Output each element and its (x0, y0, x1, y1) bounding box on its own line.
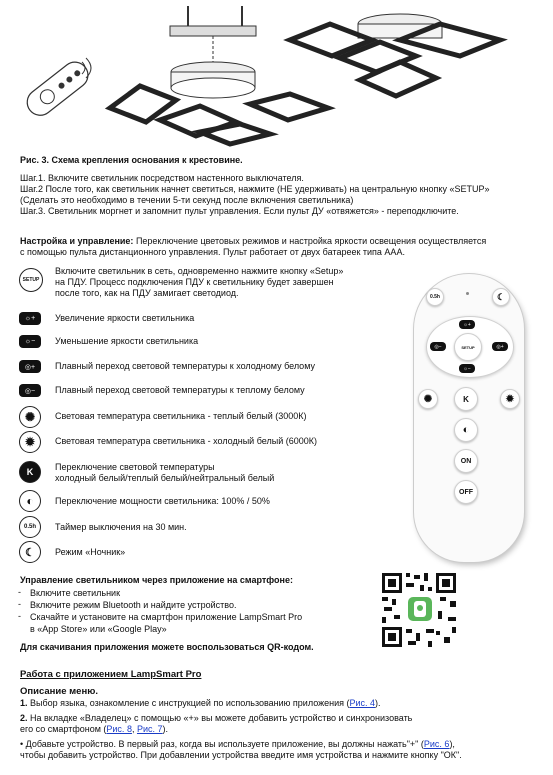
remote-brightness-up: ☼+ (459, 320, 475, 329)
menu-item-2b (20, 724, 168, 735)
remote-brightness-down: ☼− (459, 364, 475, 373)
menu-item-1-end: ). (375, 698, 381, 708)
night-mode-icon: ☾ (19, 541, 41, 563)
remote-night-button: ☾ (492, 288, 510, 306)
remote-cold-button: ◎+ (492, 342, 508, 351)
setup-instr-2: на ПДУ. Процесс подключения ПДУ к светильнику будет завершен (55, 277, 334, 287)
qr-instruction: Для скачивания приложения можете воспользоваться QR-кодом. (20, 642, 314, 652)
control-intro-text: Переключение цветовых режимов и настройка яркости освещения осуществляется (133, 236, 487, 246)
cold-6000k-label: Световая температура светильника - холодный белый (6000К) (55, 436, 317, 446)
menu-item-4: чтобы добавить устройство. При добавлении устройства введите имя устройства и нажмите кнопку "ОК". (20, 750, 462, 760)
k-mode-icon: K (19, 461, 41, 483)
control-intro (20, 236, 486, 247)
step-2: Шаг.2 После того, как светильник начнет светиться, нажмите (НЕ удерживать) на центральную кнопку «SETUP» (20, 184, 490, 194)
app-bullet-4: в «App Store» или «Google Play» (30, 624, 167, 634)
menu-item-1-number: 1. (20, 698, 28, 708)
brightness-up-label: Увеличение яркости светильника (55, 313, 195, 323)
remote-off-button: OFF (454, 480, 478, 504)
remote-control (414, 274, 524, 562)
step-2-note: (Сделать это необходимо в течении 5-ти секунд после включения светильника) (20, 195, 354, 205)
remote-warm-sun: ✺ (418, 389, 438, 409)
menu-item-2b-text: его со смартфоном ( (20, 724, 107, 734)
brightness-up-icon: ☼+ (19, 312, 41, 325)
brightness-down-icon: ☼− (19, 335, 41, 348)
warm-white-icon: ◎− (19, 384, 41, 397)
power-label: Переключение мощности светильника: 100% / 50% (55, 496, 270, 506)
warm-white-label: Плавный переход световой температуры к теплому белому (55, 385, 305, 395)
fig7-link[interactable]: Рис. 7 (136, 724, 163, 734)
lampsmart-heading: Работа с приложением LampSmart Pro (20, 669, 202, 680)
menu-item-3 (20, 739, 455, 750)
power-half-icon: ◐ (19, 490, 41, 512)
mounting-figure (0, 0, 553, 150)
setup-icon: SETUP (19, 268, 43, 292)
menu-item-2b-end: ). (162, 724, 169, 734)
setup-instr-3: после того, как на ПДУ замигает светодиод. (55, 288, 239, 298)
warm-3000k-label: Световая температура светильника - теплый белый (3000К) (55, 411, 307, 421)
app-bullet-3: Скачайте и установите на смартфон приложение LampSmart Pro (30, 612, 303, 622)
control-intro-2: с помощью пульта дистанционного управления. Пульт работает от двух батареек типа ААА. (20, 247, 405, 257)
timer-label: Таймер выключения на 30 мин. (55, 522, 187, 532)
app-heading: Управление светильником через приложение на смартфоне: (20, 575, 293, 585)
fig4-link[interactable]: Рис. 4 (349, 698, 376, 708)
cold-white-icon: ◎+ (19, 360, 41, 373)
menu-item-2 (20, 713, 412, 724)
menu-item-2-text: На вкладке «Владелец» с помощью «+» вы можете добавить устройство и синхронизовать (27, 713, 413, 723)
menu-item-1-text: Выбор языка, ознакомление с инструкцией по использованию приложения ( (27, 698, 350, 708)
qr-code-graphic (380, 571, 458, 649)
brightness-down-label: Уменьшение яркости светильника (55, 336, 199, 346)
k-mode-label-1: Переключение световой температуры (55, 462, 215, 472)
figure-caption: Рис. 3. Схема крепления основания к крестовине. (20, 155, 243, 165)
night-mode-label: Режим «Ночник» (55, 547, 126, 557)
menu-item-1 (20, 698, 381, 709)
cold-sun-icon: ✹ (19, 431, 41, 453)
mounting-diagram-illustration (0, 0, 553, 150)
setup-instr-1: Включите светильник в сеть, одновременно нажмите кнопку «Setup» (55, 266, 344, 276)
menu-item-2b-sep: , (131, 724, 137, 734)
step-3: Шаг.3. Светильник моргнет и запомнит пульт управления. Если пульт ДУ «отвяжется» - переподключите. (20, 206, 459, 216)
control-heading: Настройка и управление: (20, 236, 134, 246)
k-mode-label-2: холодный белый/теплый белый/нейтральный белый (55, 473, 275, 483)
menu-item-3-end: ), (449, 739, 455, 749)
remote-warm-button: ◎− (430, 342, 446, 351)
fig6-link[interactable]: Рис. 6 (423, 739, 450, 749)
app-bullet-dash-1: - (18, 587, 21, 597)
qr-code[interactable] (380, 571, 458, 649)
menu-item-2-number: 2. (20, 713, 28, 723)
warm-sun-icon: ✺ (19, 406, 41, 428)
remote-cold-sun: ✹ (500, 389, 520, 409)
remote-power-half: ◐ (454, 418, 478, 442)
remote-timer-button: 0.5h (426, 288, 444, 306)
menu-title: Описание меню. (20, 686, 98, 697)
timer-icon: 0.5h (19, 516, 41, 538)
app-bullet-1: Включите светильник (30, 588, 120, 598)
remote-setup-button: SETUP (454, 333, 482, 361)
cold-white-label: Плавный переход световой температуры к холодному белому (55, 361, 315, 371)
fig8-link[interactable]: Рис. 8 (106, 724, 132, 734)
step-1: Шаг.1. Включите светильник посредством настенного выключателя. (20, 173, 304, 183)
remote-on-button: ON (454, 449, 478, 473)
app-bullet-dash-2: - (18, 599, 21, 609)
app-bullet-2: Включите режим Bluetooth и найдите устройство. (30, 600, 237, 610)
menu-item-3-text: • Добавьте устройство. В первый раз, когда вы используете приложение, вы должны нажать"+" ( (20, 739, 424, 749)
remote-k-button: K (454, 387, 478, 411)
app-bullet-dash-3: - (18, 611, 21, 621)
remote-led (466, 292, 469, 295)
